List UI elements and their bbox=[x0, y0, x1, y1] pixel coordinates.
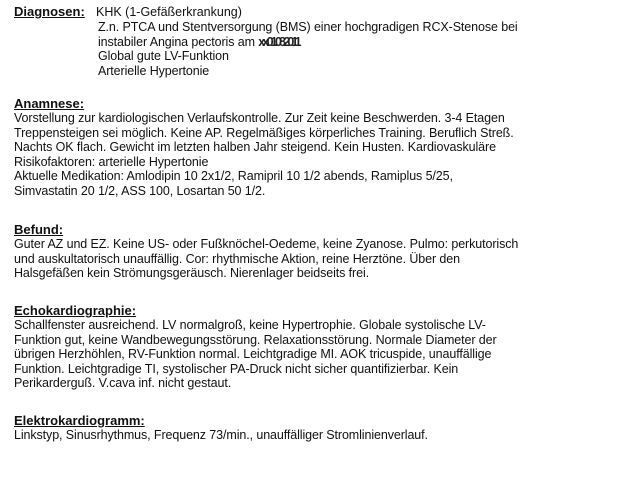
diagnosis-item-3 bbox=[98, 35, 606, 50]
anamnese-line: Nachts OK flach. Gewicht im letzten halben Jahr steigend. Kein Husten. Kardiovaskuläre bbox=[14, 140, 496, 154]
diagnosis-item-4: Global gute LV-Funktion bbox=[98, 49, 229, 63]
echo-line: übrigen Herzhöhlen, RV-Funktion normal. Leichtgradige MI. AOK tricuspide, unauffällige bbox=[14, 347, 492, 361]
echo-line: Perikarderguß. V.cava inf. nicht gestaut. bbox=[14, 376, 232, 390]
anamnese-line: Vorstellung zur kardiologischen Verlaufskontrolle. Zur Zeit keine Beschwerden. 3-4 Etagen bbox=[14, 111, 505, 125]
echokardiographie-heading: Echokardiographie: bbox=[14, 303, 137, 318]
anamnese-line: Aktuelle Medikation: Amlodipin 10 2x1/2, Ramipril 10 1/2 abends, Ramiplus 5/25, bbox=[14, 169, 453, 183]
elektrokardiogramm-section bbox=[14, 413, 606, 443]
ekg-line: Linkstyp, Sinusrhythmus, Frequenz 73/min., unauffälliger Stromlinienverlauf. bbox=[14, 428, 428, 442]
echo-line: Schallfenster ausreichend. LV normalgroß, keine Hypertrophie. Globale systolische LV- bbox=[14, 318, 486, 332]
diagnosen-first-row bbox=[14, 4, 606, 20]
diagnosis-item-1: KHK (1-Gefäßerkrankung) bbox=[96, 5, 242, 19]
befund-heading: Befund: bbox=[14, 222, 64, 237]
befund-section bbox=[14, 222, 606, 281]
diagnosis-item-3-text: instabiler Angina pectoris am bbox=[98, 34, 259, 49]
diagnosis-date-redacted: xx.01.08.2011 bbox=[258, 34, 299, 49]
diagnosis-item-5: Arterielle Hypertonie bbox=[98, 63, 210, 78]
elektrokardiogramm-heading: Elektrokardiogramm: bbox=[14, 413, 145, 428]
anamnese-line: Simvastatin 20 1/2, ASS 100, Losartan 50 1/2. bbox=[14, 183, 266, 198]
diagnosen-section bbox=[14, 4, 606, 78]
anamnese-heading: Anamnese: bbox=[14, 96, 85, 111]
befund-line: und auskultatorisch unauffällig. Cor: rhythmische Aktion, reine Herztöne. Über den bbox=[14, 251, 460, 266]
echo-line: Funktion gut, keine Wandbewegungsstörung. Relaxationsstörung. Normale Diameter der bbox=[14, 332, 497, 347]
diagnosis-item-2: Z.n. PTCA und Stentversorgung (BMS) einer hochgradigen RCX-Stenose bei bbox=[98, 20, 518, 34]
anamnese-section bbox=[14, 96, 606, 198]
befund-line: Halsgefäßen kein Strömungsgeräusch. Nierenlager beidseits frei. bbox=[14, 266, 369, 280]
echo-line: Funktion. Leichtgradige TI, systolischer PA-Druck nicht sicher quantifizierbar. Kein bbox=[14, 361, 459, 376]
befund-line: Guter AZ und EZ. Keine US- oder Fußknöchel-Oedeme, keine Zyanose. Pulmo: perkutorisch bbox=[14, 237, 519, 251]
anamnese-line: Treppensteigen sei möglich. Keine AP. Regelmäßiges körperliches Training. Beruflich Streß. bbox=[14, 125, 514, 140]
anamnese-line: Risikofaktoren: arterielle Hypertonie bbox=[14, 154, 209, 169]
echokardiographie-section bbox=[14, 303, 606, 391]
diagnosen-heading: Diagnosen: bbox=[14, 4, 85, 19]
